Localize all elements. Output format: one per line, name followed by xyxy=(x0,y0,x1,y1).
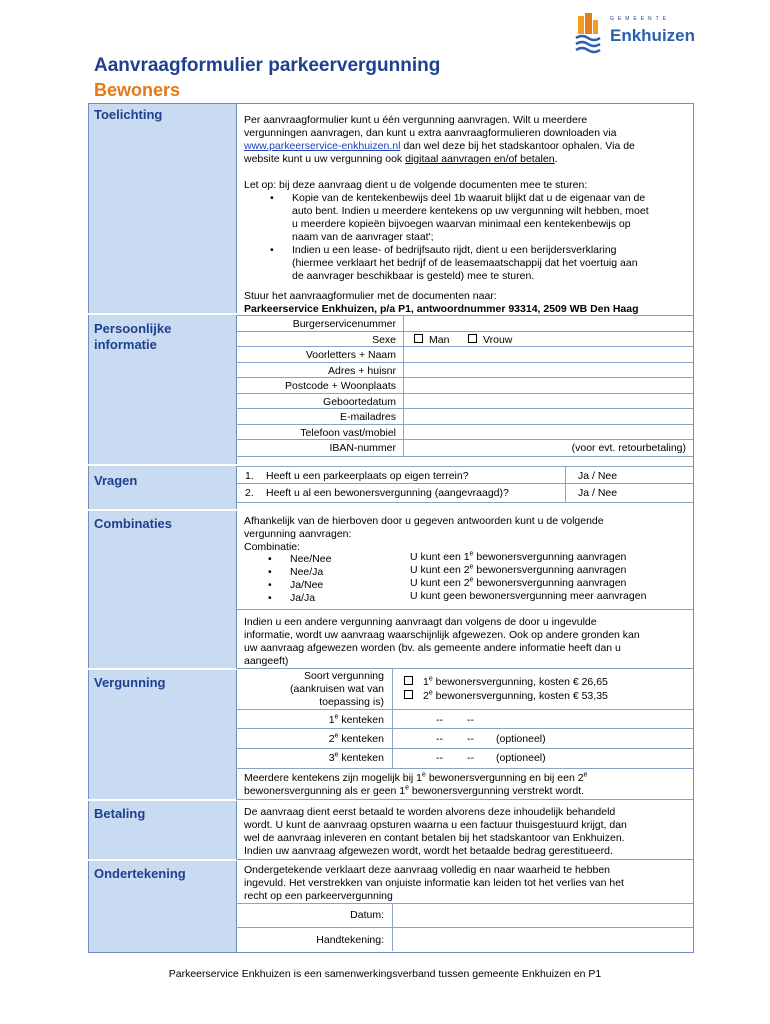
q1-text: Heeft u een parkeerplaats op eigen terrein? xyxy=(266,470,469,482)
bullet-item-cont: auto bent. Indien u meerdere kentekens op uw vergunning wilt hebben, moet xyxy=(292,205,649,217)
kenteken-3-input[interactable]: -- -- (optioneel) xyxy=(436,752,546,764)
label-iban: IBAN-nummer xyxy=(329,442,396,454)
bullet-item: • Kopie van de kentekenbewijs deel 1b waaruit blijkt dat u de eigenaar van de xyxy=(292,192,645,205)
digitaal-aanvragen-link[interactable]: digitaal aanvragen en/of betalen xyxy=(405,153,555,165)
combinatie-label: Combinatie: xyxy=(244,541,301,553)
toelichting-line: website kunt u uw vergunning ook digitaal aanvragen en/of betalen. xyxy=(244,153,558,165)
datum-input[interactable] xyxy=(393,904,693,926)
soort-label: toepassing is) xyxy=(319,696,384,708)
sexe-vrouw-option[interactable]: Vrouw xyxy=(468,334,512,347)
vrouw-checkbox[interactable] xyxy=(468,334,477,343)
section-label-vergunning: Vergunning xyxy=(94,675,166,690)
betaling-text: wordt. U kunt de aanvraag opsturen waarna u een factuur thuisgestuurd krijgt, dan xyxy=(244,819,627,831)
stuur-text: Stuur het aanvraagformulier met de documenten naar: xyxy=(244,290,497,302)
label-email: E-mailadres xyxy=(339,411,396,423)
kenteken-1-input[interactable]: -- -- xyxy=(436,714,474,726)
section-divider xyxy=(88,799,237,801)
option-2-checkbox[interactable] xyxy=(404,690,413,699)
label-adres: Adres + huisnr xyxy=(328,365,396,377)
footer-text: Parkeerservice Enkhuizen is een samenwerkingsverband tussen gemeente Enkhuizen en P1 xyxy=(168,968,602,980)
kentekens-note: Meerdere kentekens zijn mogelijk bij 1e bewonersvergunning en bij een 2e xyxy=(244,771,588,784)
soort-label: Soort vergunning xyxy=(304,670,384,682)
letop-text: Let op: bij deze aanvraag dient u de volgende documenten mee te sturen: xyxy=(244,179,588,191)
label-postcode: Postcode + Woonplaats xyxy=(284,380,396,392)
telefoon-input[interactable] xyxy=(404,425,692,439)
combinaties-note: Indien u een andere vergunning aanvraagt dan volgens de door u ingevulde xyxy=(244,616,597,628)
kentekens-note: bewonersvergunning als er geen 1e bewonersvergunning verstrekt wordt. xyxy=(244,784,585,797)
section-label-informatie: informatie xyxy=(94,337,157,352)
section-label-ondertekening: Ondertekening xyxy=(94,866,186,881)
section-divider xyxy=(88,859,237,861)
logo-gemeente-text: GEMEENTE xyxy=(610,16,671,22)
combinaties-note: informatie, wordt uw aanvraag waarschijnlijk afgewezen. Ook op andere gronden kan xyxy=(244,629,640,641)
logo-enkhuizen-text: Enkhuizen xyxy=(610,26,696,45)
label-telefoon: Telefoon vast/mobiel xyxy=(300,427,396,439)
section-divider xyxy=(88,668,237,670)
combinatie-item: • Ja/Nee xyxy=(290,579,323,592)
man-checkbox[interactable] xyxy=(414,334,423,343)
handtekening-input[interactable] xyxy=(393,928,693,950)
naam-input[interactable] xyxy=(404,347,692,361)
label-naam: Voorletters + Naam xyxy=(305,349,396,361)
combinaties-note: uw aanvraag afgewezen worden (bv. als gemeente andere informatie heeft dan u xyxy=(244,642,621,654)
postcode-input[interactable] xyxy=(404,378,692,392)
betaling-text: De aanvraag dient eerst betaald te worden alvorens deze inhoudelijk behandeld xyxy=(244,806,616,818)
q2-number: 2. xyxy=(245,487,254,499)
soort-label: (aankruisen wat van xyxy=(290,683,384,695)
q2-text: Heeft u al een bewonersvergunning (aangevraagd)? xyxy=(266,487,509,499)
betaling-text: Indien uw aanvraag afgewezen wordt, wordt het betaalde bedrag gerestitueerd. xyxy=(244,845,613,857)
toelichting-line: vergunningen aanvragen, dan kunt u extra aanvraagformulieren downloaden via xyxy=(244,127,617,139)
ondertekening-text: Ondergetekende verklaart deze aanvraag volledig en naar waarheid te hebben xyxy=(244,864,611,876)
combinatie-item: • Nee/Nee xyxy=(290,553,331,566)
combinaties-intro: vergunning aanvragen: xyxy=(244,528,352,540)
kenteken-1-label: 1e kenteken xyxy=(328,713,384,726)
geboortedatum-input[interactable] xyxy=(404,394,692,408)
combinatie-result: U kunt een 2e bewonersvergunning aanvragen xyxy=(410,563,627,576)
section-label-betaling: Betaling xyxy=(94,806,146,821)
betaling-text: wel de aanvraag inleveren en contant betalen bij het stadskantoor van Enkhuizen. xyxy=(244,832,625,844)
section-label-toelichting: Toelichting xyxy=(94,107,163,122)
page-title: Aanvraagformulier parkeervergunning xyxy=(94,55,441,76)
ondertekening-text: recht op een parkeervergunning xyxy=(244,890,393,902)
toelichting-line: www.parkeerservice-enkhuizen.nl dan wel deze bij het stadskantoor ophalen. Via de xyxy=(244,140,635,152)
iban-note: (voor evt. retourbetaling) xyxy=(571,442,686,454)
q2-answer[interactable]: Ja / Nee xyxy=(578,487,618,499)
label-geboortedatum: Geboortedatum xyxy=(323,396,396,408)
vergunning-option-2[interactable]: 2e bewonersvergunning, kosten € 53,35 xyxy=(404,690,608,703)
combinaties-note: aangeeft) xyxy=(244,655,289,667)
postal-address: Parkeerservice Enkhuizen, p/a P1, antwoordnummer 93314, 2509 WB Den Haag xyxy=(244,303,639,315)
combinatie-item: • Nee/Ja xyxy=(290,566,323,579)
bsn-input[interactable] xyxy=(404,316,692,330)
vergunning-option-1[interactable]: 1e bewonersvergunning, kosten € 26,65 xyxy=(404,676,608,689)
datum-label: Datum: xyxy=(350,909,384,921)
bullet-item-cont: u meerdere kopieën bijvoegen waarvan minimaal een kentekenbewijs op xyxy=(292,218,631,230)
combinatie-item: • Ja/Ja xyxy=(290,592,315,605)
toelichting-line: Per aanvraagformulier kunt u één vergunning aanvragen. Wilt u meerdere xyxy=(244,114,588,126)
label-bsn: Burgerservicenummer xyxy=(292,318,396,330)
section-label-vragen: Vragen xyxy=(94,473,138,488)
q1-answer[interactable]: Ja / Nee xyxy=(578,470,618,482)
kenteken-3-label: 3e kenteken xyxy=(328,751,384,764)
combinatie-result: U kunt geen bewonersvergunning meer aanvragen xyxy=(410,590,647,602)
ondertekening-text: ingevuld. Het verstrekken van onjuiste informatie kan leiden tot het verlies van het xyxy=(244,877,624,889)
bullet-item-cont: de aanvrager beschikbaar is gesteld) mee te sturen. xyxy=(292,270,535,282)
combinatie-result: U kunt een 2e bewonersvergunning aanvragen xyxy=(410,576,627,589)
handtekening-label: Handtekening: xyxy=(316,934,384,946)
bullet-item-cont: (hiermee verklaart het bedrijf of de leasemaatschappij dat het voertuig aan xyxy=(292,257,638,269)
bullet-item-cont: naam van de aanvrager staat'; xyxy=(292,231,434,243)
q1-number: 1. xyxy=(245,470,254,482)
kenteken-2-label: 2e kenteken xyxy=(328,732,384,745)
section-label-persoonlijke: Persoonlijke xyxy=(94,321,172,336)
email-input[interactable] xyxy=(404,409,692,423)
combinaties-intro: Afhankelijk van de hierboven door u gegeven antwoorden kunt u de volgende xyxy=(244,515,604,527)
combinatie-result: U kunt een 1e bewonersvergunning aanvragen xyxy=(410,550,627,563)
kenteken-2-input[interactable]: -- -- (optioneel) xyxy=(436,733,546,745)
sexe-man-option[interactable]: Man xyxy=(414,334,449,347)
section-divider xyxy=(88,313,237,315)
page-subtitle: Bewoners xyxy=(94,80,181,100)
adres-input[interactable] xyxy=(404,363,692,377)
section-divider xyxy=(88,464,237,466)
section-divider xyxy=(88,509,237,511)
label-sexe: Sexe xyxy=(372,334,396,346)
website-link[interactable]: www.parkeerservice-enkhuizen.nl xyxy=(244,140,401,152)
section-label-combinaties: Combinaties xyxy=(94,516,173,531)
bullet-item: • Indien u een lease- of bedrijfsauto rijdt, dient u een berijdersverklaring xyxy=(292,244,617,257)
option-1-checkbox[interactable] xyxy=(404,676,413,685)
